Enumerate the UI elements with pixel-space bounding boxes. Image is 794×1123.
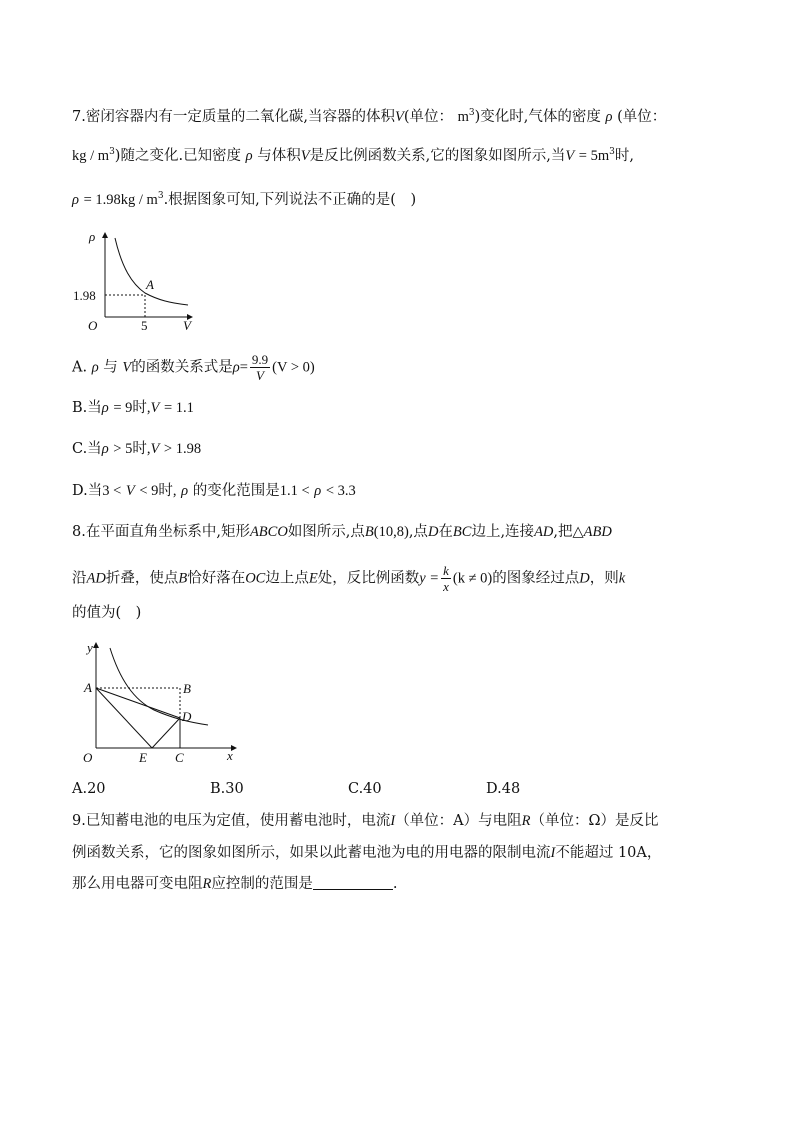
q8-frac-den: x [443, 579, 449, 594]
q8-label-b: B [183, 681, 191, 696]
q9-line-1 [72, 810, 659, 832]
q7-text: D.当 [72, 483, 103, 499]
q7-math: > 1.98 [163, 441, 202, 457]
q7-unit: kg / m [72, 148, 110, 164]
q7-graph-figure [70, 226, 200, 334]
q7-var-rho: ρ [245, 148, 253, 164]
q8-text: ,点 [408, 524, 428, 540]
q7-math: > 5时, [113, 441, 151, 457]
q8-var: D [427, 524, 439, 540]
q8-var: D [579, 570, 590, 587]
q7-fraction [250, 352, 270, 383]
q7-option-a [72, 352, 315, 383]
q7-var-rho: ρ [101, 441, 109, 457]
q8-text: ) [135, 605, 142, 621]
q7-line-3 [72, 189, 416, 211]
q8-var: B [364, 524, 374, 540]
q8-line-ae [96, 688, 152, 748]
q7-var-v: V [300, 148, 310, 164]
q8-line-2 [72, 563, 625, 594]
q9-answer-blank[interactable] [313, 875, 393, 890]
q7-text: (单位： [617, 109, 667, 125]
q7-math: (V > 0) [272, 359, 315, 376]
q7-point-a: A [146, 277, 154, 292]
q7-var-v: V [150, 400, 160, 416]
q8-option-c: C.40 [348, 781, 382, 797]
q8-text: ,把△ [553, 524, 584, 540]
q8-frac-num: k [443, 563, 449, 578]
q8-line-ed [152, 718, 180, 748]
q7-var-rho: ρ [181, 483, 189, 499]
q9-text: 那么用电器可变电阻 [72, 876, 203, 892]
q8-text: 的值为( [72, 605, 122, 621]
q9-var: R [521, 813, 531, 829]
q7-math: 3 < [102, 483, 122, 499]
q8-math: (k ≠ 0) [452, 570, 493, 587]
q9-text: （单位：A）与电阻 [395, 813, 522, 829]
q7-math: = 1.98kg / m [83, 192, 158, 208]
q8-text: 恰好落在 [187, 570, 246, 587]
q7-text: 7.密闭容器内有一定质量的二氧化碳,当容器的体积 [72, 109, 395, 125]
q8-graph-figure [76, 638, 246, 768]
q9-text: 9.已知蓄电池的电压为定值，使用蓄电池时，电流 [72, 813, 391, 829]
q7-text: .根据图象可知,下列说法不正确的是( [163, 192, 396, 208]
q8-text: 如图所示,点 [287, 524, 365, 540]
q7-math: = 9时, [113, 400, 151, 416]
q7-tick-x: 5 [141, 318, 148, 333]
q7-var-rho: ρ [101, 400, 109, 416]
q7-text: ) [410, 192, 417, 208]
q7-math: < 3.3 [325, 483, 356, 499]
q9-text: 不能超过 10A， [555, 845, 662, 861]
q7-line-1 [72, 106, 666, 128]
q7-math: < 9时, [139, 483, 177, 499]
q8-label-d: D [182, 709, 192, 724]
q7-frac-num: 9.9 [251, 352, 269, 367]
q8-option-a: A.20 [72, 781, 106, 797]
q9-var: I [550, 845, 556, 861]
q8-hyperbola [110, 648, 208, 725]
q8-text: 处，反比例函数 [317, 570, 420, 587]
q8-text: ，则 [589, 570, 619, 587]
q9-text: 应控制的范围是 [211, 876, 313, 892]
q7-text: (单位： [403, 109, 453, 125]
q7-axis-y-label: ρ [89, 229, 96, 244]
q9-var: I [390, 813, 396, 829]
q8-line-1 [72, 521, 612, 543]
q7-option-d [72, 480, 356, 502]
q8-fraction [441, 563, 451, 594]
q8-label-a: A [84, 680, 92, 695]
q7-origin-label: O [88, 318, 98, 333]
q8-text: 沿 [72, 570, 87, 587]
q7-var-rho: ρ [72, 192, 79, 208]
q8-var: OC [245, 570, 266, 587]
q7-math: 1.1 < [279, 483, 310, 499]
q8-line-ad [96, 688, 180, 718]
q7-line-2 [72, 145, 634, 167]
q7-var-rho: ρ [314, 483, 322, 499]
q7-text: 与 [103, 359, 118, 376]
q7-exp: 3 [468, 108, 475, 118]
q8-math: (10,8) [373, 524, 409, 540]
q7-tick-y: 1.98 [73, 288, 96, 303]
q7-text: 与体积 [257, 148, 301, 164]
q9-line-3 [72, 873, 397, 895]
q7-opt-label: A. [72, 359, 88, 376]
q8-option-b: B.30 [210, 781, 244, 797]
q8-origin-label: O [83, 750, 93, 765]
q8-var: E [308, 570, 318, 587]
q9-var: R [202, 876, 212, 892]
q8-var: ABCO [249, 524, 288, 540]
q7-var-v: V [150, 441, 160, 457]
q7-exp: 3 [609, 147, 615, 157]
q9-line-2 [72, 842, 661, 864]
q7-frac-den: V [256, 368, 264, 383]
q8-text: 边上,连接 [471, 524, 535, 540]
q7-text: 的函数关系式是 [131, 359, 233, 376]
q7-var-rho: ρ [605, 109, 613, 125]
q8-var: BC [452, 524, 472, 540]
q7-option-b [72, 397, 194, 419]
q7-text: 时, [614, 148, 634, 164]
q7-exp: 3 [109, 147, 115, 157]
q7-unit: m [457, 109, 469, 125]
q9-text: （单位：Ω）是反比 [530, 813, 659, 829]
q7-var-v: V [565, 148, 575, 164]
q7-text: 是反比例函数关系,它的图象如图所示,当 [309, 148, 566, 164]
q7-option-c [72, 438, 201, 460]
q8-text: 边上点 [265, 570, 309, 587]
q7-text: )随之变化.已知密度 [114, 148, 242, 164]
q8-label-e: E [139, 750, 147, 765]
q8-var: k [618, 570, 626, 587]
q8-var: AD [86, 570, 106, 587]
q7-var-v: V [122, 359, 132, 376]
q8-math: y = [419, 570, 440, 587]
q8-var: B [178, 570, 188, 587]
q9-text: 例函数关系，它的图象如图所示，如果以此蓄电池为电的用电器的限制电流 [72, 845, 551, 861]
q7-text: C.当 [72, 441, 102, 457]
q8-line-3 [72, 602, 141, 624]
q7-var-rho: ρ [91, 359, 99, 376]
q7-text: 的变化范围是 [192, 483, 280, 499]
q7-text: )变化时,气体的密度 [474, 109, 601, 125]
q7-exp: 3 [157, 191, 164, 201]
q7-var-rho: ρ [232, 359, 240, 376]
q8-text: 折叠，使点 [105, 570, 179, 587]
q8-var: ABD [583, 524, 612, 540]
q8-option-d: D.48 [486, 781, 521, 797]
q8-text: 在 [438, 524, 453, 540]
q8-text: 的图象经过点 [492, 570, 580, 587]
q7-text: B.当 [72, 400, 102, 416]
q8-axis-x-label: x [227, 748, 233, 763]
q7-var-v: V [394, 109, 404, 125]
q8-var: AD [534, 524, 554, 540]
q7-axis-x-label: V [183, 318, 191, 333]
q7-math: = 5m [578, 148, 610, 164]
q7-math: = 1.1 [164, 400, 194, 416]
q8-text: 8.在平面直角坐标系中,矩形 [72, 524, 250, 540]
q9-text: . [392, 876, 398, 892]
q7-math: = [239, 359, 248, 376]
q8-axis-y-label: y [87, 640, 93, 655]
q7-var-v: V [125, 483, 135, 499]
q8-label-c: C [175, 750, 184, 765]
